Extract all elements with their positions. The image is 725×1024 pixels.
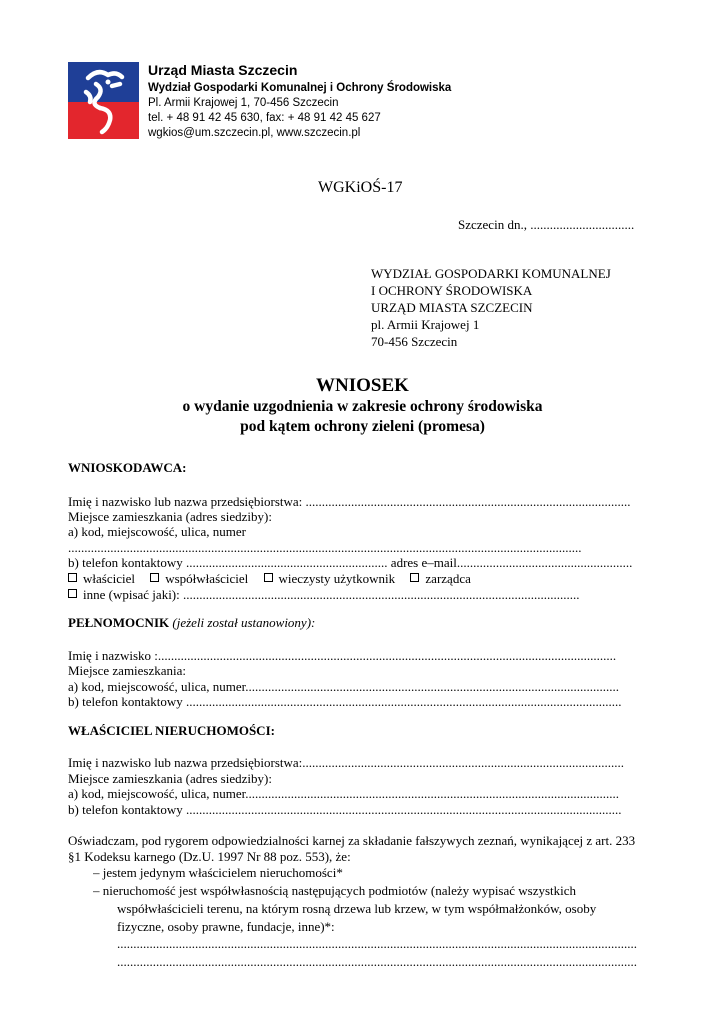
declaration-line-1: Oświadczam, pod rygorem odpowiedzialności karnej za składanie fałszywych zeznań, wynikającej z art. 233 [68,833,636,848]
applicant-heading: WNIOSKODAWCA: [68,460,187,475]
applicant-residence-label: Miejsce zamieszkania (adres siedziby): [68,509,272,524]
checkbox-box[interactable] [150,573,159,582]
declaration-bullet-co-owned: – nieruchomość jest współwłasnością następujących podmiotów (należy wypisać wszystkich [93,883,577,898]
logo-blue-field [68,62,139,102]
checkbox-label: właściciel [83,571,135,586]
owner-heading: WŁAŚCICIEL NIERUCHOMOŚCI: [68,723,275,738]
recipient-line-3: URZĄD MIASTA SZCZECIN [371,300,533,315]
declaration-bullet-sole-owner: – jestem jedynym właścicielem nieruchomości* [93,865,343,880]
checkbox-perpetual-user[interactable] [264,571,396,586]
owner-phone-field[interactable]: b) telefon kontaktowy ...................................................................................................................................... [68,802,622,817]
applicant-address-field[interactable]: .............................................................................................................................................................. [68,540,582,555]
checkbox-label: zarządca [425,571,471,586]
checkbox-owner[interactable] [68,571,135,586]
checkbox-co-owner[interactable] [150,571,248,586]
office-address: Pl. Armii Krajowej 1, 70-456 Szczecin [148,97,339,109]
date-line: Szczecin dn., ................................ [458,217,635,232]
checkbox-other[interactable] [68,587,656,603]
proxy-residence-label: Miejsce zamieszkania: [68,663,187,678]
applicant-name-field[interactable]: Imię i nazwisko lub nazwa przedsiębiorstwa: .................................................................................................... [68,494,631,509]
applicant-phone-email-field[interactable]: b) telefon kontaktowy .............................................................. adres e–mail...................................................... [68,555,633,570]
office-web: wgkios@um.szczecin.pl, www.szczecin.pl [148,127,361,139]
checkbox-manager[interactable] [410,571,470,586]
owner-name-field[interactable]: Imię i nazwisko lub nazwa przedsiębiorstwa:................................................................................................... [68,755,625,770]
co-owners-field-2[interactable]: ................................................................................................................................................................ [117,954,637,969]
form-subtitle-1: o wydanie uzgodnienia w zakresie ochrony środowiska [182,398,543,415]
owner-address-field[interactable]: a) kod, miejscowość, ulica, numer................................................................................................................... [68,786,620,801]
checkbox-label: współwłaściciel [165,571,249,586]
declaration-line-2: §1 Kodeksu karnego (Dz.U. 1997 Nr 88 poz. 553), że: [68,849,351,864]
form-title: WNIOSEK [316,375,409,396]
applicant-role-checkboxes [68,571,656,587]
proxy-heading-text: PEŁNOMOCNIK [68,615,170,630]
checkbox-other-label: inne (wpisać jaki): .......................................................................................................................... [83,587,580,602]
declaration-bullet-co-owned-line-2: współwłaścicieli terenu, na którym rosną drzewa lub krzew, w tym współmałżonków, osoby [117,901,597,916]
checkbox-box[interactable] [264,573,273,582]
recipient-line-5: 70-456 Szczecin [371,334,458,349]
declaration-bullet-co-owned-line-3: fizyczne, osoby prawne, fundacje, inne)*: [117,919,335,934]
applicant-address-label: a) kod, miejscowość, ulica, numer [68,524,246,539]
owner-residence-label: Miejsce zamieszkania (adres siedziby): [68,771,272,786]
form-subtitle-2: pod kątem ochrony zieleni (promesa) [240,418,485,435]
recipient-line-1: WYDZIAŁ GOSPODARKI KOMUNALNEJ [371,266,611,281]
checkbox-box[interactable] [68,573,77,582]
checkbox-box[interactable] [68,589,77,598]
proxy-note: (jeżeli został ustanowiony): [172,615,316,630]
co-owners-field-1[interactable]: ................................................................................................................................................................ [117,936,637,951]
proxy-phone-field[interactable]: b) telefon kontaktowy ...................................................................................................................................... [68,694,622,709]
document-code: WGKiOŚ-17 [318,179,403,196]
checkbox-box[interactable] [410,573,419,582]
griffin-eye [106,80,111,85]
proxy-address-field[interactable]: a) kod, miejscowość, ulica, numer................................................................................................................... [68,679,620,694]
proxy-name-field[interactable]: Imię i nazwisko :............................................................................................................................................. [68,648,617,663]
checkbox-label: wieczysty użytkownik [278,571,396,586]
office-phone: tel. + 48 91 42 45 630, fax: + 48 91 42 45 627 [148,112,381,124]
szczecin-coat-of-arms-logo [68,62,139,139]
department-name: Wydział Gospodarki Komunalnej i Ochrony Środowiska [148,82,452,94]
office-name: Urząd Miasta Szczecin [148,62,298,78]
recipient-line-4: pl. Armii Krajowej 1 [371,317,480,332]
proxy-heading [68,615,315,631]
recipient-line-2: I OCHRONY ŚRODOWISKA [371,283,533,298]
